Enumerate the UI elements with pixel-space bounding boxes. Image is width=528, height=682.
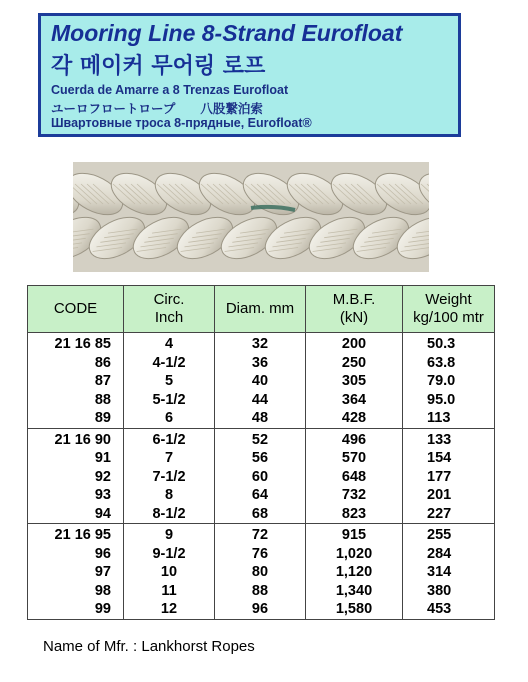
cell-weight: 380 xyxy=(403,582,495,601)
cell-diam: 80 xyxy=(215,563,306,582)
cell-code: 87 xyxy=(28,372,124,391)
cell-circ: 4 xyxy=(124,333,215,354)
column-header-line: M.B.F. xyxy=(332,291,376,308)
cell-mbf: 648 xyxy=(306,468,403,487)
column-header-line: Weight xyxy=(425,291,472,308)
cell-weight: 133 xyxy=(403,428,495,449)
table-row xyxy=(28,354,495,373)
cell-diam: 32 xyxy=(215,333,306,354)
cell-diam: 52 xyxy=(215,428,306,449)
cell-code: 21 16 85 xyxy=(28,333,124,354)
table-row xyxy=(28,582,495,601)
cell-code: 88 xyxy=(28,391,124,410)
cell-weight: 154 xyxy=(403,449,495,468)
cell-circ: 12 xyxy=(124,600,215,619)
cell-mbf: 200 xyxy=(306,333,403,354)
cell-circ: 4-1/2 xyxy=(124,354,215,373)
table-row xyxy=(28,486,495,505)
spec-table xyxy=(27,285,495,620)
rope-photo xyxy=(73,162,429,272)
table-row xyxy=(28,428,495,449)
table-row xyxy=(28,449,495,468)
cell-mbf: 915 xyxy=(306,524,403,545)
cell-code: 91 xyxy=(28,449,124,468)
title-box xyxy=(38,13,461,137)
column-header-line: Circ. xyxy=(153,291,185,308)
cell-diam: 76 xyxy=(215,545,306,564)
cell-code: 99 xyxy=(28,600,124,619)
cell-mbf: 1,120 xyxy=(306,563,403,582)
table-row xyxy=(28,524,495,545)
column-header-weight xyxy=(403,286,495,333)
cell-diam: 64 xyxy=(215,486,306,505)
cell-circ: 8 xyxy=(124,486,215,505)
cell-circ: 6-1/2 xyxy=(124,428,215,449)
cell-diam: 44 xyxy=(215,391,306,410)
cell-circ: 8-1/2 xyxy=(124,505,215,524)
cell-circ: 5 xyxy=(124,372,215,391)
cell-circ: 9-1/2 xyxy=(124,545,215,564)
cell-diam: 88 xyxy=(215,582,306,601)
cell-code: 86 xyxy=(28,354,124,373)
table-row xyxy=(28,563,495,582)
cell-mbf: 570 xyxy=(306,449,403,468)
cell-diam: 40 xyxy=(215,372,306,391)
cell-diam: 72 xyxy=(215,524,306,545)
title-korean: 각 메이커 무어링 로프 xyxy=(51,54,266,79)
cell-weight: 113 xyxy=(403,409,495,428)
cell-diam: 56 xyxy=(215,449,306,468)
column-header-circ xyxy=(124,286,215,333)
cell-mbf: 1,580 xyxy=(306,600,403,619)
column-header-line: CODE xyxy=(53,300,98,317)
cell-circ: 9 xyxy=(124,524,215,545)
cell-weight: 227 xyxy=(403,505,495,524)
table-header-row xyxy=(28,286,495,333)
cell-mbf: 428 xyxy=(306,409,403,428)
cell-mbf: 1,340 xyxy=(306,582,403,601)
cell-diam: 96 xyxy=(215,600,306,619)
column-header-line: (kN) xyxy=(339,309,369,326)
cell-circ: 7 xyxy=(124,449,215,468)
title-russian: Швартовные троса 8-прядные, Eurofloat® xyxy=(51,116,312,130)
cell-circ: 10 xyxy=(124,563,215,582)
cell-weight: 177 xyxy=(403,468,495,487)
table-row xyxy=(28,372,495,391)
cell-code: 21 16 90 xyxy=(28,428,124,449)
cell-diam: 36 xyxy=(215,354,306,373)
table-row xyxy=(28,333,495,354)
cell-weight: 63.8 xyxy=(403,354,495,373)
cell-diam: 68 xyxy=(215,505,306,524)
title-english: Mooring Line 8-Strand Eurofloat xyxy=(51,20,403,46)
cell-mbf: 496 xyxy=(306,428,403,449)
cell-weight: 284 xyxy=(403,545,495,564)
cell-code: 93 xyxy=(28,486,124,505)
cell-code: 97 xyxy=(28,563,124,582)
column-header-line: Diam. mm xyxy=(225,300,295,317)
cell-mbf: 732 xyxy=(306,486,403,505)
cell-code: 96 xyxy=(28,545,124,564)
table-row xyxy=(28,391,495,410)
cell-mbf: 250 xyxy=(306,354,403,373)
table-row xyxy=(28,505,495,524)
cell-code: 21 16 95 xyxy=(28,524,124,545)
cell-code: 89 xyxy=(28,409,124,428)
column-header-mbf xyxy=(306,286,403,333)
cell-weight: 79.0 xyxy=(403,372,495,391)
table-row xyxy=(28,409,495,428)
title-japanese-chinese: ユーロフロートロープ 八股繋泊索 xyxy=(51,102,263,116)
column-header-line: kg/100 mtr xyxy=(413,309,484,326)
cell-mbf: 823 xyxy=(306,505,403,524)
cell-weight: 95.0 xyxy=(403,391,495,410)
cell-weight: 50.3 xyxy=(403,333,495,354)
cell-circ: 7-1/2 xyxy=(124,468,215,487)
cell-circ: 6 xyxy=(124,409,215,428)
column-header-code xyxy=(28,286,124,333)
cell-circ: 5-1/2 xyxy=(124,391,215,410)
table-row xyxy=(28,468,495,487)
title-spanish: Cuerda de Amarre a 8 Trenzas Eurofloat xyxy=(51,83,289,97)
cell-code: 92 xyxy=(28,468,124,487)
cell-circ: 11 xyxy=(124,582,215,601)
manufacturer-note: Name of Mfr. : Lankhorst Ropes xyxy=(43,638,255,655)
table-row xyxy=(28,600,495,619)
cell-diam: 60 xyxy=(215,468,306,487)
cell-mbf: 1,020 xyxy=(306,545,403,564)
cell-weight: 453 xyxy=(403,600,495,619)
cell-weight: 314 xyxy=(403,563,495,582)
cell-weight: 255 xyxy=(403,524,495,545)
cell-mbf: 364 xyxy=(306,391,403,410)
cell-weight: 201 xyxy=(403,486,495,505)
column-header-diam xyxy=(215,286,306,333)
table-row xyxy=(28,545,495,564)
cell-diam: 48 xyxy=(215,409,306,428)
cell-code: 98 xyxy=(28,582,124,601)
cell-mbf: 305 xyxy=(306,372,403,391)
cell-code: 94 xyxy=(28,505,124,524)
column-header-line: Inch xyxy=(154,309,184,326)
